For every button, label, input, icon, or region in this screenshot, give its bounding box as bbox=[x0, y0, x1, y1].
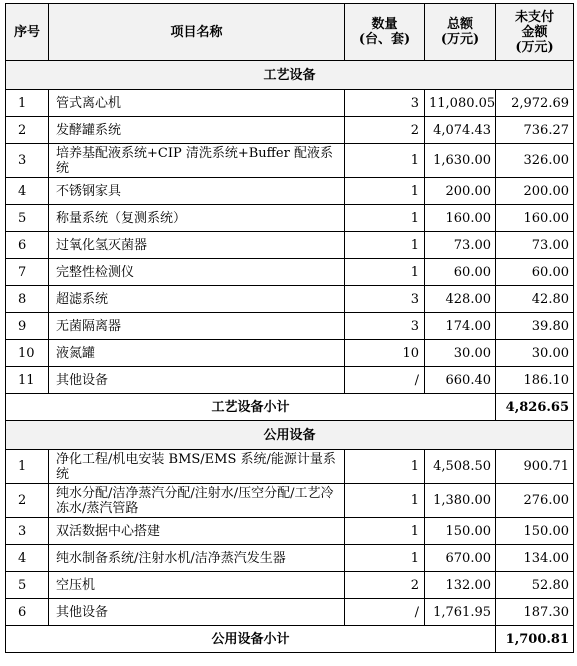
cell-qty: 1 bbox=[345, 205, 425, 232]
cell-total: 60.00 bbox=[425, 259, 496, 286]
cell-unpaid: 134.00 bbox=[496, 545, 574, 572]
cell-total: 73.00 bbox=[425, 232, 496, 259]
cell-name: 纯水制备系统/注射水机/洁净蒸汽发生器 bbox=[49, 545, 345, 572]
cell-qty: 2 bbox=[345, 572, 425, 599]
cell-unpaid: 42.80 bbox=[496, 286, 574, 313]
cell-unpaid: 150.00 bbox=[496, 518, 574, 545]
section-header-row bbox=[6, 421, 574, 450]
cell-total: 132.00 bbox=[425, 572, 496, 599]
subtotal-label: 工艺设备小计 bbox=[6, 394, 496, 421]
cell-no: 2 bbox=[6, 117, 49, 144]
cell-total: 4,508.50 bbox=[425, 450, 496, 484]
cell-name: 其他设备 bbox=[49, 367, 345, 394]
cell-qty: 2 bbox=[345, 117, 425, 144]
subtotal-row bbox=[6, 626, 574, 653]
cell-no: 10 bbox=[6, 340, 49, 367]
cell-unpaid: 326.00 bbox=[496, 144, 574, 178]
cell-no: 1 bbox=[6, 90, 49, 117]
cell-total: 660.40 bbox=[425, 367, 496, 394]
cell-total: 30.00 bbox=[425, 340, 496, 367]
cell-name: 过氧化氢灭菌器 bbox=[49, 232, 345, 259]
cell-qty: 10 bbox=[345, 340, 425, 367]
cell-no: 2 bbox=[6, 484, 49, 518]
table-row bbox=[6, 117, 574, 144]
section-title: 公用设备 bbox=[6, 421, 574, 450]
section-header-row bbox=[6, 61, 574, 90]
cell-no: 6 bbox=[6, 232, 49, 259]
cell-qty: 3 bbox=[345, 313, 425, 340]
subtotal-label: 公用设备小计 bbox=[6, 626, 496, 653]
cell-qty: 1 bbox=[345, 518, 425, 545]
subtotal-row bbox=[6, 394, 574, 421]
cell-total: 150.00 bbox=[425, 518, 496, 545]
header-row bbox=[6, 4, 574, 61]
header-no: 序号 bbox=[6, 4, 49, 61]
subtotal-value: 4,826.65 bbox=[496, 394, 574, 421]
header-qty: 数量 (台、套) bbox=[345, 4, 425, 61]
cell-qty: 1 bbox=[345, 144, 425, 178]
header-unpaid: 未支付 金额 (万元) bbox=[496, 4, 574, 61]
cell-name: 空压机 bbox=[49, 572, 345, 599]
cell-total: 200.00 bbox=[425, 178, 496, 205]
cell-total: 428.00 bbox=[425, 286, 496, 313]
cell-no: 7 bbox=[6, 259, 49, 286]
cell-total: 160.00 bbox=[425, 205, 496, 232]
table-row bbox=[6, 484, 574, 518]
cell-unpaid: 39.80 bbox=[496, 313, 574, 340]
header-total: 总额 (万元) bbox=[425, 4, 496, 61]
cell-qty: 1 bbox=[345, 259, 425, 286]
cell-total: 670.00 bbox=[425, 545, 496, 572]
cell-qty: 1 bbox=[345, 545, 425, 572]
cell-name: 纯水分配/洁净蒸汽分配/注射水/压空分配/工艺冷冻水/蒸汽管路 bbox=[49, 484, 345, 518]
cell-qty: 3 bbox=[345, 90, 425, 117]
cell-no: 3 bbox=[6, 144, 49, 178]
cell-qty: 3 bbox=[345, 286, 425, 313]
cell-unpaid: 73.00 bbox=[496, 232, 574, 259]
header-name: 项目名称 bbox=[49, 4, 345, 61]
cell-unpaid: 2,972.69 bbox=[496, 90, 574, 117]
table-row bbox=[6, 450, 574, 484]
table-row bbox=[6, 367, 574, 394]
cell-no: 9 bbox=[6, 313, 49, 340]
cell-no: 5 bbox=[6, 572, 49, 599]
cell-name: 不锈钢家具 bbox=[49, 178, 345, 205]
table-row bbox=[6, 286, 574, 313]
cell-name: 双活数据中心搭建 bbox=[49, 518, 345, 545]
cell-name: 完整性检测仪 bbox=[49, 259, 345, 286]
cell-name: 管式离心机 bbox=[49, 90, 345, 117]
cell-name: 培养基配液系统+CIP 清洗系统+Buffer 配液系统 bbox=[49, 144, 345, 178]
cell-no: 6 bbox=[6, 599, 49, 626]
cell-name: 其他设备 bbox=[49, 599, 345, 626]
cell-qty: 1 bbox=[345, 484, 425, 518]
cell-qty: 1 bbox=[345, 450, 425, 484]
table-row bbox=[6, 340, 574, 367]
table-row bbox=[6, 572, 574, 599]
cell-unpaid: 30.00 bbox=[496, 340, 574, 367]
cell-total: 1,630.00 bbox=[425, 144, 496, 178]
cell-unpaid: 900.71 bbox=[496, 450, 574, 484]
table-row bbox=[6, 545, 574, 572]
cell-unpaid: 187.30 bbox=[496, 599, 574, 626]
cell-total: 1,761.95 bbox=[425, 599, 496, 626]
cell-no: 4 bbox=[6, 178, 49, 205]
table-row bbox=[6, 599, 574, 626]
cell-unpaid: 736.27 bbox=[496, 117, 574, 144]
cell-no: 3 bbox=[6, 518, 49, 545]
equipment-table bbox=[5, 3, 574, 653]
cell-name: 称量系统（复测系统） bbox=[49, 205, 345, 232]
cell-unpaid: 52.80 bbox=[496, 572, 574, 599]
cell-no: 1 bbox=[6, 450, 49, 484]
cell-total: 11,080.05 bbox=[425, 90, 496, 117]
cell-name: 发酵罐系统 bbox=[49, 117, 345, 144]
cell-name: 无菌隔离器 bbox=[49, 313, 345, 340]
table-row bbox=[6, 232, 574, 259]
subtotal-value: 1,700.81 bbox=[496, 626, 574, 653]
cell-unpaid: 276.00 bbox=[496, 484, 574, 518]
cell-unpaid: 60.00 bbox=[496, 259, 574, 286]
cell-no: 11 bbox=[6, 367, 49, 394]
cell-qty: 1 bbox=[345, 178, 425, 205]
table-row bbox=[6, 518, 574, 545]
cell-qty: / bbox=[345, 367, 425, 394]
cell-name: 液氮罐 bbox=[49, 340, 345, 367]
cell-unpaid: 160.00 bbox=[496, 205, 574, 232]
table-row bbox=[6, 259, 574, 286]
table-row bbox=[6, 90, 574, 117]
cell-no: 8 bbox=[6, 286, 49, 313]
cell-name: 净化工程/机电安装 BMS/EMS 系统/能源计量系统 bbox=[49, 450, 345, 484]
table-row bbox=[6, 313, 574, 340]
cell-no: 4 bbox=[6, 545, 49, 572]
table-row bbox=[6, 144, 574, 178]
section-title: 工艺设备 bbox=[6, 61, 574, 90]
cell-unpaid: 200.00 bbox=[496, 178, 574, 205]
cell-qty: 1 bbox=[345, 232, 425, 259]
cell-no: 5 bbox=[6, 205, 49, 232]
cell-total: 4,074.43 bbox=[425, 117, 496, 144]
cell-total: 1,380.00 bbox=[425, 484, 496, 518]
cell-unpaid: 186.10 bbox=[496, 367, 574, 394]
cell-qty: / bbox=[345, 599, 425, 626]
table-row bbox=[6, 205, 574, 232]
cell-total: 174.00 bbox=[425, 313, 496, 340]
cell-name: 超滤系统 bbox=[49, 286, 345, 313]
table-row bbox=[6, 178, 574, 205]
